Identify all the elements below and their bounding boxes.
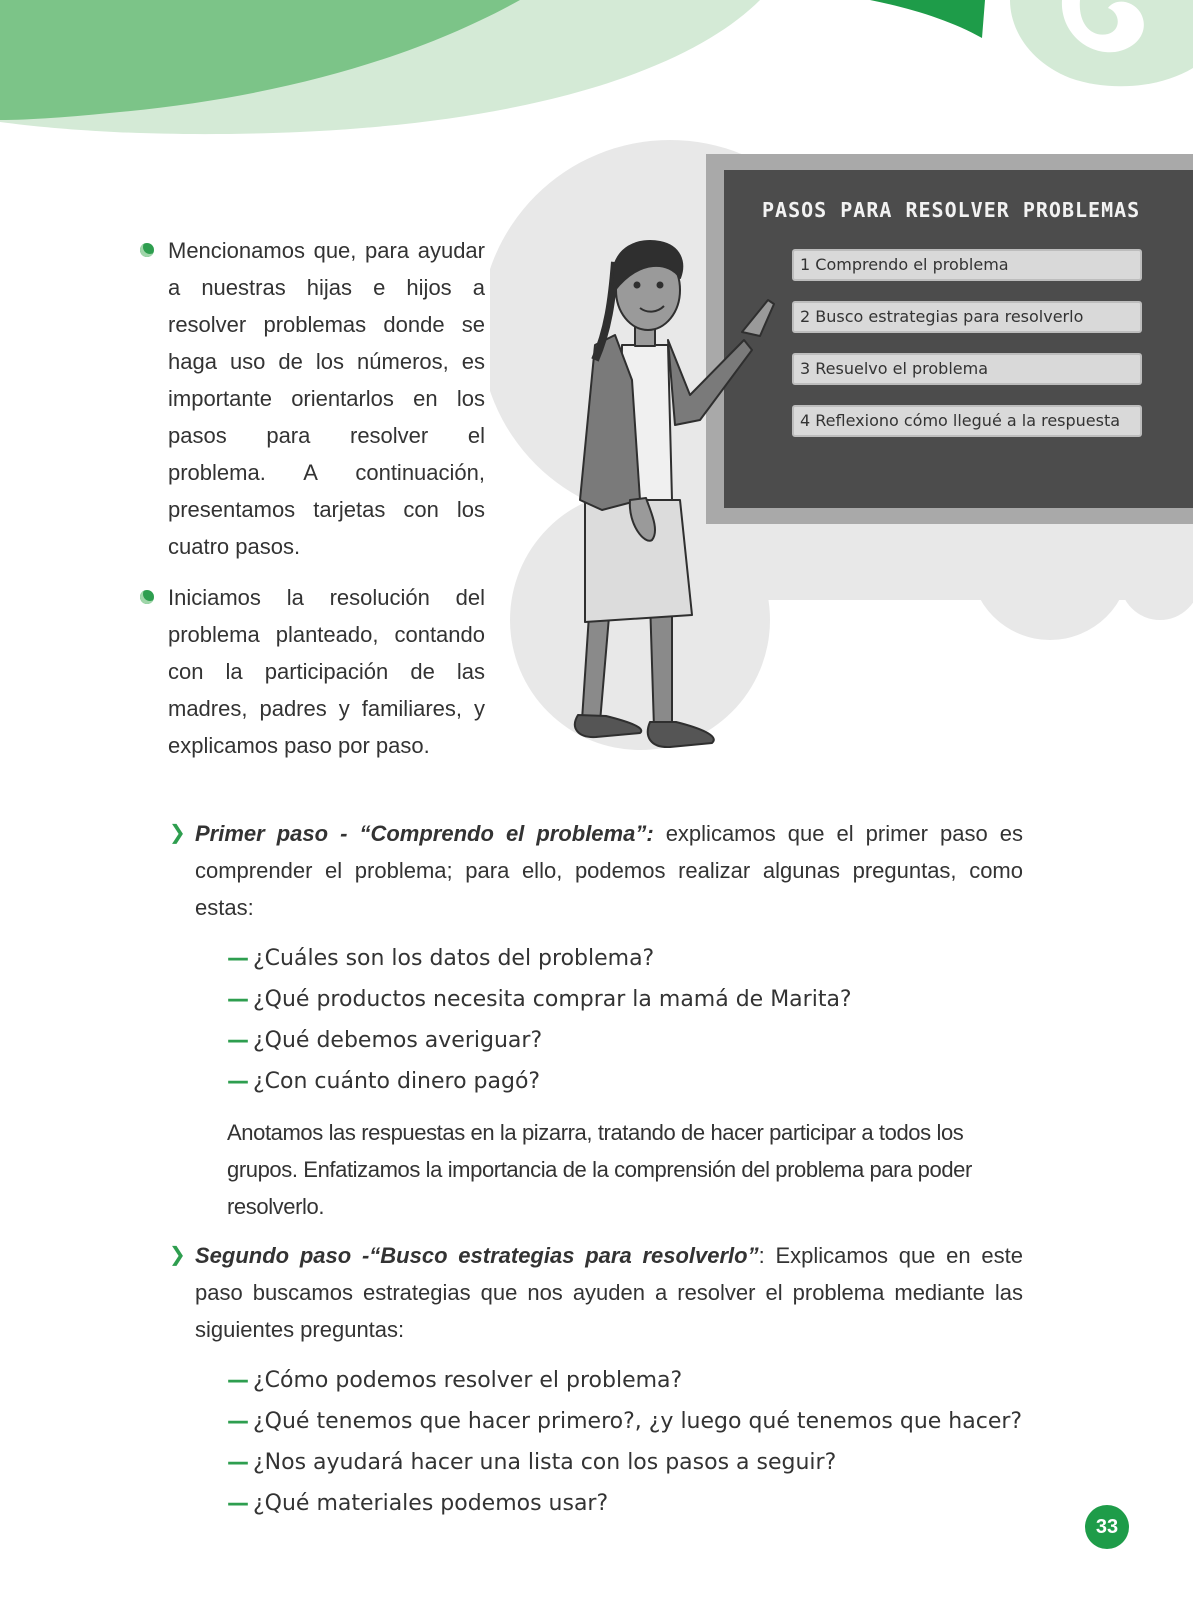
intro-section [140, 232, 485, 778]
step-first [163, 815, 1023, 1225]
list-item [227, 1401, 1023, 1442]
steps-section [163, 815, 1023, 1524]
question-list [227, 938, 1023, 1102]
dash-icon: — [227, 1409, 249, 1434]
list-item [227, 979, 1023, 1020]
step-label: Primer paso - “Comprendo el problema”: [195, 821, 654, 846]
question-text: ¿Qué productos necesita comprar la mamá de Marita? [253, 987, 852, 1012]
dash-icon: — [227, 1028, 249, 1053]
header-wave-decoration [0, 0, 1193, 140]
step-card-4: 4 Reflexiono cómo llegué a la respuesta [792, 405, 1142, 437]
question-text: ¿Nos ayudará hacer una lista con los pasos a seguir? [253, 1450, 837, 1475]
note-paragraph: Anotamos las respuestas en la pizarra, tratando de hacer participar a todos los grupos. Enfatizamos la importancia de la comprensión del problema para poder resolverlo. [227, 1120, 972, 1219]
list-item [227, 1020, 1023, 1061]
intro-item [140, 579, 485, 764]
question-text: ¿Qué debemos averiguar? [253, 1028, 543, 1053]
list-item [227, 1061, 1023, 1102]
question-list [227, 1360, 1023, 1524]
dash-icon: — [227, 1368, 249, 1393]
dash-icon: — [227, 946, 249, 971]
step-second [163, 1237, 1023, 1524]
intro-paragraph: Iniciamos la resolución del problema planteado, contando con la participación de las madres, padres y familiares, y explicamos paso por paso. [168, 585, 485, 758]
dash-icon: — [227, 1069, 249, 1094]
chevron-right-icon: ❯ [169, 820, 186, 844]
step-paragraph [195, 815, 1023, 926]
teacher-blackboard-illustration [490, 135, 1193, 785]
intro-item [140, 232, 485, 565]
question-text: ¿Qué materiales podemos usar? [253, 1491, 609, 1516]
step-description: : Explicamos que en este paso buscamos estrategias que nos ayuden a resolver el problema mediante las siguientes preguntas: [195, 1243, 1023, 1342]
step-label: Segundo paso -“Busco estrategias para resolverlo” [195, 1243, 759, 1268]
green-bullet-icon [140, 590, 154, 604]
green-bullet-icon [140, 243, 154, 257]
dash-icon: — [227, 987, 249, 1012]
chevron-right-icon: ❯ [169, 1242, 186, 1266]
list-item [227, 1483, 1023, 1524]
question-text: ¿Cómo podemos resolver el problema? [253, 1368, 683, 1393]
list-item [227, 1442, 1023, 1483]
page-number-badge: 33 [1085, 1505, 1129, 1549]
blackboard-title: PASOS PARA RESOLVER PROBLEMAS [762, 198, 1141, 222]
step-description: explicamos que el primer paso es comprender el problema; para ello, podemos realizar algunas preguntas, como estas: [195, 821, 1024, 920]
intro-paragraph: Mencionamos que, para ayudar a nuestras hijas e hijos a resolver problemas donde se haga uso de los números, es importante orientarlos en los pasos para resolver el problema. A continuación, presentamos tarjetas con los cuatro pasos. [168, 238, 485, 559]
step-card-1: 1 Comprendo el problema [792, 249, 1142, 281]
dash-icon: — [227, 1450, 249, 1475]
step-card-2: 2 Busco estrategias para resolverlo [792, 301, 1142, 333]
step-card-3: 3 Resuelvo el problema [792, 353, 1142, 385]
dash-icon: — [227, 1491, 249, 1516]
question-text: ¿Con cuánto dinero pagó? [253, 1069, 541, 1094]
list-item [227, 1360, 1023, 1401]
list-item [227, 938, 1023, 979]
question-text: ¿Qué tenemos que hacer primero?, ¿y luego qué tenemos que hacer? [253, 1409, 1023, 1434]
step-paragraph [195, 1237, 1023, 1348]
question-text: ¿Cuáles son los datos del problema? [253, 946, 655, 971]
